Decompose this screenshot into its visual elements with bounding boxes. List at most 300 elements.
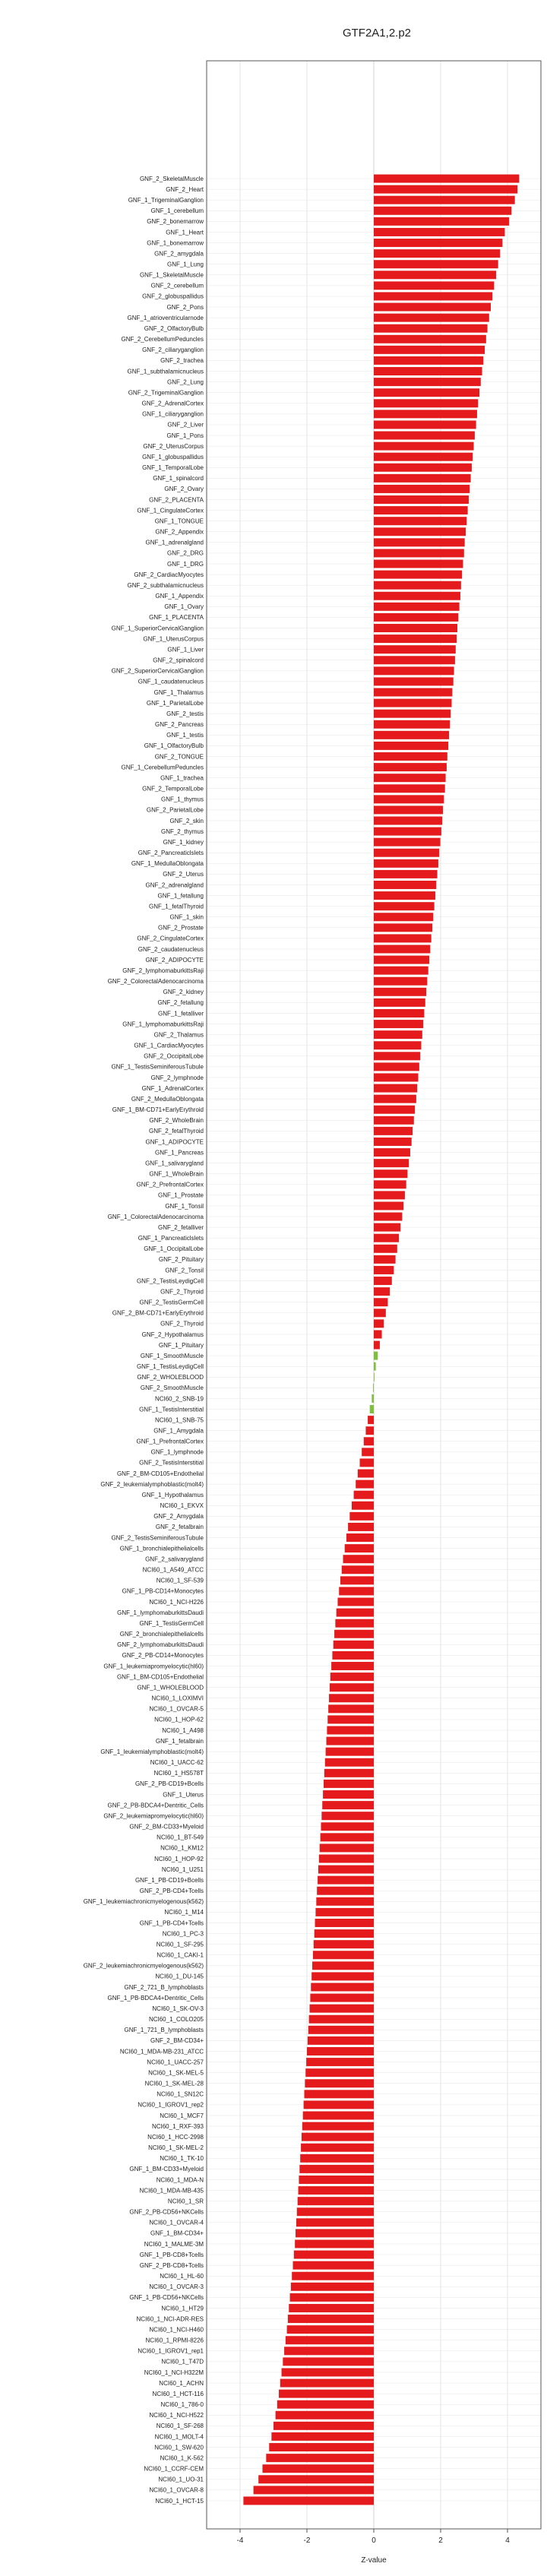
category-label: GNF_1_PB-CD14+Monocytes bbox=[122, 1587, 204, 1595]
x-axis-label: Z-value bbox=[361, 2556, 387, 2565]
bar bbox=[374, 1169, 407, 1178]
bar bbox=[300, 2154, 374, 2163]
bar bbox=[290, 2293, 374, 2302]
bar bbox=[374, 1009, 424, 1017]
category-label: GNF_2_TestisGermCell bbox=[139, 1299, 204, 1306]
category-label: GNF_2_ADIPOCYTE bbox=[145, 956, 204, 964]
bar bbox=[374, 1191, 405, 1199]
category-label: NCI60_1_EKVX bbox=[160, 1502, 204, 1510]
category-label: GNF_2_PB-CD14+Monocytes bbox=[122, 1652, 204, 1660]
bar bbox=[374, 175, 519, 183]
category-label: GNF_1_Ovary bbox=[164, 603, 204, 611]
category-label: GNF_1_fetallung bbox=[157, 892, 204, 900]
bar bbox=[374, 1138, 412, 1146]
category-label: NCI60_1_UO-31 bbox=[158, 2476, 204, 2483]
bar bbox=[266, 2454, 374, 2462]
bar bbox=[374, 485, 470, 493]
bar bbox=[321, 1812, 374, 1820]
bar bbox=[296, 2218, 374, 2226]
bar bbox=[374, 881, 436, 889]
category-label: NCI60_1_LOXIMVI bbox=[151, 1695, 204, 1702]
bar bbox=[374, 870, 438, 878]
category-label: NCI60_1_NCI-H460 bbox=[149, 2326, 204, 2334]
bar bbox=[345, 1544, 374, 1552]
category-label: GNF_2_PB-CD8+Tcells bbox=[139, 2261, 204, 2269]
category-label: GNF_2_amygdala bbox=[154, 250, 204, 258]
bar bbox=[330, 1683, 374, 1691]
category-label: NCI60_1_IGROV1_rep1 bbox=[138, 2347, 204, 2355]
bar bbox=[374, 260, 498, 268]
category-label: GNF_2_fetalliver bbox=[157, 1223, 204, 1231]
bar bbox=[374, 645, 456, 653]
bar bbox=[374, 1180, 406, 1188]
bar bbox=[374, 1287, 390, 1296]
category-label: GNF_2_PrefrontalCortex bbox=[136, 1181, 204, 1188]
x-tick-label: 4 bbox=[505, 2536, 510, 2545]
category-label: GNF_1_BM-CD34+ bbox=[150, 2229, 204, 2237]
category-label: GNF_1_SmoothMuscle bbox=[140, 1352, 204, 1359]
bar bbox=[374, 506, 468, 514]
bar bbox=[308, 2036, 374, 2045]
bar bbox=[329, 1694, 374, 1702]
category-label: GNF_1_BM-CD33+Myeloid bbox=[129, 2166, 204, 2173]
category-label: GNF_2_BM-CD33+Myeloid bbox=[129, 1823, 204, 1831]
category-label: NCI60_1_SR bbox=[167, 2198, 204, 2205]
category-label: GNF_1_PB-CD4+Tcells bbox=[139, 1919, 204, 1927]
bar bbox=[374, 1095, 416, 1103]
category-label: GNF_2_Pons bbox=[166, 303, 204, 311]
bar bbox=[348, 1523, 374, 1531]
bar bbox=[374, 356, 483, 365]
bar bbox=[356, 1480, 374, 1489]
bar bbox=[374, 399, 478, 407]
category-label: NCI60_1_NCI-H322M bbox=[144, 2369, 204, 2376]
bar bbox=[287, 2325, 374, 2334]
bar bbox=[374, 324, 488, 333]
bar bbox=[288, 2315, 374, 2323]
category-label: GNF_2_leukemiachronicmyelogenous(k562) bbox=[83, 1962, 204, 1970]
bar bbox=[327, 1726, 374, 1735]
bar bbox=[374, 335, 486, 343]
category-label: GNF_2_Lung bbox=[166, 378, 204, 386]
bar bbox=[316, 1897, 374, 1906]
category-label: GNF_1_Uterus bbox=[163, 1791, 204, 1799]
category-label: GNF_1_WholeBrain bbox=[149, 1170, 204, 1178]
bar bbox=[374, 464, 472, 472]
bar bbox=[374, 774, 446, 782]
bar bbox=[301, 2144, 374, 2152]
category-label: GNF_2_Appendix bbox=[155, 528, 204, 536]
bar bbox=[324, 1769, 374, 1777]
category-label: GNF_1_Prostate bbox=[157, 1191, 204, 1199]
category-label: NCI60_1_HCT-15 bbox=[155, 2497, 204, 2505]
category-label: GNF_1_trachea bbox=[160, 774, 204, 782]
bar bbox=[374, 420, 476, 429]
bar bbox=[374, 1341, 380, 1350]
category-label: GNF_1_atrioventricularnode bbox=[127, 314, 204, 321]
bar bbox=[374, 967, 428, 975]
bar bbox=[374, 988, 426, 996]
bar bbox=[374, 1201, 403, 1210]
bar bbox=[374, 1052, 420, 1060]
bar bbox=[372, 1394, 374, 1403]
category-label: NCI60_1_OVCAR-8 bbox=[149, 2486, 204, 2494]
category-label: GNF_1_PB-CD8+Tcells bbox=[139, 2251, 204, 2258]
category-label: GNF_1_lymphnode bbox=[150, 1448, 204, 1456]
category-label: NCI60_1_MCF7 bbox=[160, 2112, 204, 2119]
bar bbox=[360, 1458, 374, 1467]
category-label: GNF_1_Hypothalamus bbox=[141, 1491, 204, 1498]
bar bbox=[262, 2464, 374, 2473]
category-label: GNF_2_ParietalLobe bbox=[146, 806, 204, 814]
category-label: GNF_2_Ovary bbox=[164, 486, 204, 493]
category-label: GNF_1_testis bbox=[166, 732, 204, 739]
category-label: GNF_2_TrigeminalGanglion bbox=[128, 389, 204, 397]
category-label: GNF_2_BM-CD34+ bbox=[150, 2037, 204, 2045]
category-label: GNF_1_OlfactoryBulb bbox=[144, 742, 204, 750]
bar bbox=[311, 1972, 374, 1980]
category-label: GNF_2_trachea bbox=[160, 357, 204, 365]
category-label: NCI60_1_K-562 bbox=[160, 2454, 204, 2462]
bar bbox=[324, 1780, 374, 1788]
bar bbox=[330, 1673, 374, 1681]
bar bbox=[362, 1448, 374, 1456]
category-label: NCI60_1_HCT-116 bbox=[152, 2390, 204, 2397]
bar bbox=[374, 1245, 397, 1253]
bar bbox=[374, 784, 445, 793]
category-label: NCI60_1_OVCAR-4 bbox=[149, 2219, 204, 2226]
category-label: GNF_2_BM-CD105+Endothelial bbox=[116, 1470, 204, 1477]
category-label: GNF_1_thymus bbox=[160, 796, 204, 803]
bar bbox=[374, 495, 469, 504]
category-label: NCI60_1_A498 bbox=[162, 1726, 204, 1734]
category-label: NCI60_1_CAKI-1 bbox=[157, 1951, 204, 1959]
category-label: NCI60_1_DU-145 bbox=[155, 1973, 204, 1980]
category-label: GNF_1_Thalamus bbox=[153, 688, 204, 696]
bar bbox=[374, 1159, 409, 1167]
category-label: GNF_2_CerebellumPeduncles bbox=[121, 336, 204, 343]
category-label: GNF_1_TrigeminalGanglion bbox=[128, 197, 204, 204]
category-label: NCI60_1_HS578T bbox=[153, 1770, 204, 1777]
bar bbox=[374, 1352, 378, 1360]
category-label: GNF_2_lymphomaburkittsRaji bbox=[122, 967, 204, 974]
x-tick-label: -2 bbox=[303, 2536, 311, 2545]
bar bbox=[277, 2400, 374, 2409]
category-label: GNF_2_leukemiapromyelocytic(hl60) bbox=[103, 1812, 204, 1820]
category-label: NCI60_1_SF-539 bbox=[156, 1577, 204, 1584]
category-label: GNF_1_UterusCorpus bbox=[143, 635, 204, 643]
bar bbox=[374, 635, 457, 643]
category-label: NCI60_1_PC-3 bbox=[162, 1930, 204, 1938]
category-label: GNF_1_Heart bbox=[166, 229, 204, 236]
bar bbox=[337, 1609, 374, 1617]
bar bbox=[286, 2336, 374, 2344]
bar bbox=[374, 1148, 410, 1157]
category-label: GNF_1_salivarygland bbox=[145, 1160, 204, 1167]
bar bbox=[374, 1041, 421, 1049]
category-label: GNF_2_subthalamicnucleus bbox=[127, 581, 204, 589]
category-label: GNF_1_PrefrontalCortex bbox=[136, 1438, 204, 1445]
category-label: GNF_2_Thalamus bbox=[153, 1031, 204, 1039]
bar bbox=[374, 1330, 382, 1338]
bar bbox=[374, 752, 447, 761]
category-label: NCI60_1_IGROV1_rep2 bbox=[138, 2101, 204, 2109]
bar bbox=[276, 2411, 374, 2419]
bar bbox=[374, 1223, 400, 1232]
bar bbox=[306, 2058, 374, 2066]
category-label: GNF_1_kidney bbox=[163, 838, 204, 846]
bar bbox=[374, 710, 451, 718]
category-label: GNF_1_caudatenucleus bbox=[138, 678, 204, 685]
category-label: GNF_2_PB-BDCA4+Dentritic_Cells bbox=[107, 1802, 204, 1809]
bar bbox=[317, 1887, 374, 1895]
bar bbox=[254, 2486, 374, 2494]
category-label: GNF_2_testis bbox=[166, 710, 204, 717]
category-label: NCI60_1_OVCAR-5 bbox=[149, 1705, 204, 1713]
bar bbox=[274, 2422, 374, 2430]
bar bbox=[374, 731, 449, 739]
bar bbox=[368, 1416, 374, 1424]
bar bbox=[374, 624, 457, 632]
bar bbox=[354, 1491, 374, 1499]
bar bbox=[374, 666, 454, 675]
bar bbox=[373, 1384, 374, 1392]
bar bbox=[304, 2090, 374, 2098]
category-label: NCI60_1_ACHN bbox=[159, 2379, 204, 2387]
category-label: GNF_1_adrenalgland bbox=[145, 539, 204, 546]
bar bbox=[374, 828, 441, 836]
bar bbox=[374, 956, 429, 964]
category-label: GNF_2_Pituitary bbox=[158, 1256, 204, 1264]
category-label: GNF_2_MedullaOblongata bbox=[131, 1095, 204, 1103]
bar bbox=[374, 677, 454, 685]
bar bbox=[284, 2347, 374, 2355]
bar bbox=[243, 2496, 374, 2505]
category-label: GNF_1_TONGUE bbox=[154, 517, 204, 525]
bar bbox=[283, 2357, 374, 2366]
bar bbox=[374, 1030, 422, 1039]
category-label: NCI60_1_UACC-62 bbox=[150, 1759, 204, 1767]
category-label: GNF_1_ADIPOCYTE bbox=[145, 1138, 204, 1146]
category-label: GNF_1_Pituitary bbox=[158, 1341, 204, 1349]
bar bbox=[374, 538, 465, 546]
category-label: GNF_1_Pancreaticlslets bbox=[138, 1235, 204, 1242]
bar bbox=[321, 1822, 374, 1831]
bar bbox=[299, 2186, 374, 2195]
category-label: GNF_1_leukemiachronicmyelogenous(k562) bbox=[83, 1898, 204, 1906]
category-label: NCI60_1_HOP-92 bbox=[154, 1855, 204, 1862]
bar bbox=[374, 410, 477, 418]
bar bbox=[374, 1106, 415, 1114]
category-label: NCI60_1_MALME-3M bbox=[144, 2240, 204, 2248]
bar bbox=[334, 1641, 374, 1649]
bar bbox=[374, 527, 466, 536]
category-label: GNF_2_fetallung bbox=[157, 999, 204, 1007]
bar bbox=[374, 207, 511, 215]
bar bbox=[374, 217, 509, 226]
bar bbox=[296, 2229, 374, 2237]
category-label: GNF_1_bronchialepithelialcells bbox=[119, 1545, 204, 1552]
bar bbox=[374, 517, 466, 525]
bar bbox=[374, 849, 439, 857]
bar bbox=[374, 1116, 414, 1125]
bar bbox=[318, 1866, 374, 1874]
bar bbox=[258, 2475, 374, 2483]
category-label: GNF_1_bonemarrow bbox=[147, 239, 204, 247]
category-label: NCI60_1_KM12 bbox=[160, 1844, 204, 1852]
category-label: GNF_2_Thyroid bbox=[160, 1320, 204, 1328]
bar bbox=[374, 699, 452, 707]
category-label: GNF_2_Pancreas bbox=[154, 721, 204, 729]
bar bbox=[318, 1876, 374, 1885]
bar bbox=[374, 1084, 417, 1093]
category-label: NCI60_1_RPMI-8226 bbox=[145, 2337, 204, 2344]
bar bbox=[352, 1502, 374, 1510]
bar bbox=[374, 1213, 402, 1221]
bar bbox=[314, 1940, 374, 1948]
bar bbox=[332, 1651, 374, 1660]
bar bbox=[374, 1309, 386, 1317]
bar bbox=[297, 2207, 374, 2216]
bar bbox=[374, 571, 462, 579]
category-label: NCI60_1_BT-549 bbox=[157, 1834, 204, 1841]
category-label: GNF_2_WHOLEBLOOD bbox=[137, 1374, 204, 1381]
bar bbox=[293, 2261, 374, 2270]
bar bbox=[325, 1758, 374, 1767]
category-label: GNF_2_Pancreaticlslets bbox=[138, 850, 204, 857]
bar bbox=[315, 1929, 374, 1938]
bar bbox=[342, 1565, 374, 1574]
category-label: GNF_1_Liver bbox=[167, 646, 204, 653]
category-label: GNF_2_ColorectalAdenocarcinoma bbox=[107, 978, 204, 986]
bar bbox=[337, 1598, 374, 1606]
bar bbox=[374, 196, 515, 204]
x-tick-label: -4 bbox=[236, 2536, 244, 2545]
bar bbox=[319, 1855, 374, 1863]
bar bbox=[315, 1908, 374, 1916]
category-label: GNF_2_TestisSeminiferousTubule bbox=[111, 1534, 204, 1542]
category-label: NCI60_1_SF-295 bbox=[156, 1941, 204, 1948]
category-label: GNF_1_fetalliver bbox=[157, 1010, 204, 1017]
category-label: GNF_2_bonemarrow bbox=[147, 218, 204, 226]
category-label: NCI60_1_MDA-MB-231_ATCC bbox=[119, 2048, 204, 2055]
category-label: GNF_2_Liver bbox=[167, 421, 204, 429]
category-label: GNF_2_DRG bbox=[166, 549, 204, 557]
bar bbox=[374, 977, 427, 986]
category-label: GNF_1_lymphomaburkittsDaudi bbox=[117, 1609, 204, 1616]
category-label: GNF_1_OccipitalLobe bbox=[144, 1245, 204, 1253]
category-label: GNF_2_leukemialymphoblastic(molt4) bbox=[100, 1480, 204, 1488]
category-label: NCI60_1_SW-620 bbox=[154, 2444, 204, 2451]
bar bbox=[374, 934, 432, 942]
bar bbox=[302, 2133, 374, 2141]
bar bbox=[310, 2005, 374, 2013]
category-label: GNF_1_Amygdala bbox=[153, 1427, 204, 1435]
bar bbox=[374, 292, 492, 300]
category-label: GNF_1_Lung bbox=[166, 261, 204, 268]
bar bbox=[374, 1266, 394, 1274]
bar bbox=[374, 1127, 413, 1135]
category-label: NCI60_1_786-0 bbox=[160, 2401, 204, 2409]
category-label: GNF_2_721_B_lymphoblasts bbox=[124, 1983, 204, 1991]
bar bbox=[374, 432, 475, 440]
bar bbox=[311, 1983, 374, 1992]
bar bbox=[374, 923, 432, 932]
x-tick-label: 2 bbox=[438, 2536, 443, 2545]
bar bbox=[374, 592, 460, 600]
category-label: GNF_1_skin bbox=[169, 913, 204, 921]
category-label: GNF_1_leukemialymphoblastic(molt4) bbox=[100, 1748, 204, 1755]
category-label: NCI60_1_TK-10 bbox=[160, 2155, 204, 2163]
category-label: GNF_2_Amygdala bbox=[153, 1513, 204, 1521]
bar bbox=[305, 2079, 374, 2087]
category-label: NCI60_1_M14 bbox=[164, 1909, 204, 1916]
bar bbox=[374, 613, 458, 622]
category-label: GNF_1_lymphomaburkittsRaji bbox=[122, 1021, 204, 1028]
category-label: GNF_1_PB-CD56+NKCells bbox=[129, 2294, 204, 2302]
bar bbox=[374, 560, 463, 568]
category-label: GNF_2_ciliaryganglion bbox=[142, 347, 204, 354]
x-tick-label: 0 bbox=[372, 2536, 376, 2545]
bar bbox=[327, 1715, 374, 1723]
bar bbox=[298, 2197, 374, 2205]
category-label: NCI60_1_U251 bbox=[161, 1866, 204, 1873]
category-label: GNF_2_PB-CD4+Tcells bbox=[139, 1888, 204, 1895]
bar bbox=[374, 281, 494, 290]
category-label: GNF_2_WholeBrain bbox=[149, 1117, 204, 1125]
bar bbox=[309, 2015, 374, 2024]
category-label: NCI60_1_T47D bbox=[161, 2358, 204, 2366]
bar bbox=[339, 1587, 374, 1595]
bar bbox=[299, 2165, 374, 2173]
category-label: GNF_1_PLACENTA bbox=[149, 614, 204, 622]
category-label: NCI60_1_SN12C bbox=[157, 2090, 204, 2098]
bar bbox=[305, 2068, 374, 2077]
bar bbox=[374, 1362, 376, 1371]
category-label: GNF_2_skin bbox=[169, 817, 204, 824]
category-label: GNF_1_CerebellumPeduncles bbox=[121, 764, 204, 771]
category-label: GNF_2_PB-CD19+Bcells bbox=[134, 1780, 204, 1788]
bar bbox=[374, 346, 485, 354]
category-label: GNF_1_TestisSeminiferousTubule bbox=[111, 1063, 204, 1071]
chart-title: GTF2A1,2.p2 bbox=[342, 27, 412, 40]
bar bbox=[340, 1576, 374, 1584]
bar bbox=[331, 1662, 374, 1670]
bar bbox=[374, 442, 474, 451]
category-label: GNF_2_salivarygland bbox=[145, 1555, 204, 1563]
category-label: GNF_1_DRG bbox=[166, 560, 204, 568]
bar bbox=[374, 378, 481, 386]
bar bbox=[374, 859, 438, 868]
category-label: NCI60_1_SK-MEL-28 bbox=[144, 2080, 204, 2087]
category-label: GNF_2_lymphomaburkittsDaudi bbox=[117, 1641, 204, 1649]
bar bbox=[374, 902, 435, 910]
bar bbox=[320, 1843, 374, 1852]
bar bbox=[374, 688, 452, 697]
bar bbox=[310, 1994, 374, 2002]
bar bbox=[302, 2122, 374, 2131]
bar bbox=[291, 2283, 374, 2291]
category-label: GNF_2_globuspallidus bbox=[142, 293, 204, 300]
category-label: GNF_1_AdrenalCortex bbox=[141, 1084, 204, 1092]
bar bbox=[374, 1234, 399, 1242]
bar bbox=[374, 1255, 396, 1264]
category-label: GNF_2_Thyroid bbox=[160, 1288, 204, 1296]
category-label: GNF_2_adrenalgland bbox=[145, 881, 204, 889]
category-label: GNF_1_Pancreas bbox=[154, 1149, 204, 1157]
bar bbox=[321, 1833, 374, 1841]
category-label: GNF_1_721_B_lymphoblasts bbox=[124, 2027, 204, 2034]
